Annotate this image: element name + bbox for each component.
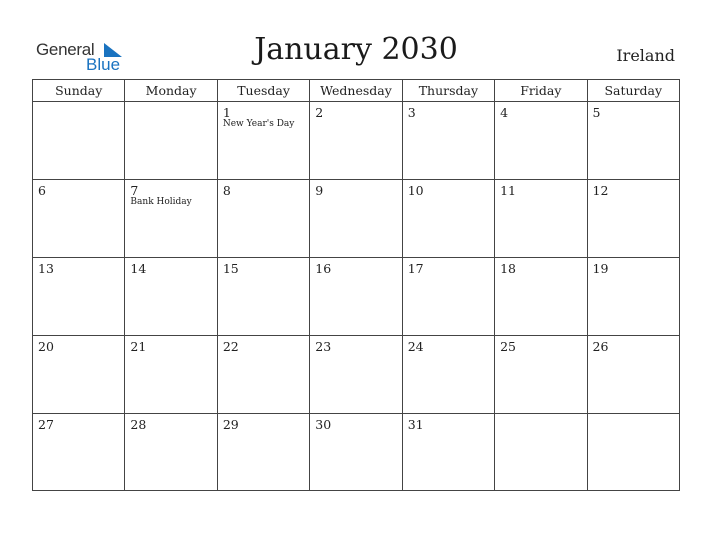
day-cell (310, 258, 402, 335)
day-number: 28 (130, 417, 147, 432)
day-number: 7 (130, 183, 139, 198)
day-number: 9 (315, 183, 324, 198)
day-number: 27 (38, 417, 54, 432)
day-number: 3 (407, 105, 416, 120)
day-cell (403, 336, 495, 413)
day-cell (588, 180, 679, 257)
day-number: 25 (500, 339, 517, 354)
day-cell (33, 102, 125, 179)
week-row (33, 258, 679, 336)
day-cell (310, 336, 402, 413)
logo-word-blue: Blue (86, 55, 121, 74)
day-number: 30 (315, 417, 332, 432)
day-cell (218, 414, 310, 491)
week-row (33, 180, 679, 258)
day-cell (125, 258, 217, 335)
day-number: 1 (222, 105, 231, 120)
day-cell (33, 414, 125, 491)
day-number: 22 (222, 339, 239, 354)
day-number: 4 (500, 105, 509, 120)
day-cell (218, 180, 310, 257)
day-number: 26 (592, 339, 609, 354)
day-cell (403, 414, 495, 491)
day-number: 14 (130, 261, 147, 276)
day-number: 18 (500, 261, 517, 276)
day-number: 20 (38, 339, 54, 354)
day-number: 31 (407, 417, 424, 432)
day-cell (495, 414, 587, 491)
day-cell (125, 336, 217, 413)
day-cell (403, 258, 495, 335)
day-cell (495, 258, 587, 335)
day-number: 29 (222, 417, 239, 432)
weekday-header: Saturday (604, 83, 663, 98)
day-number: 11 (500, 183, 517, 198)
day-cell (588, 102, 679, 179)
day-cell (218, 102, 310, 179)
day-cell (33, 258, 125, 335)
holiday-label: New Year's Day (222, 119, 295, 129)
day-cell (218, 336, 310, 413)
day-cell (310, 180, 402, 257)
country-label: Ireland (616, 46, 675, 65)
weekday-header: Monday (125, 80, 217, 101)
weekday-header: Wednesday (310, 80, 402, 101)
day-cell (588, 336, 679, 413)
day-number: 19 (592, 261, 609, 276)
day-cell (33, 180, 125, 257)
day-number: 21 (130, 339, 147, 354)
day-cell (495, 336, 587, 413)
weekday-header-row (33, 80, 679, 102)
day-cell (310, 414, 402, 491)
week-row (33, 414, 679, 491)
day-number: 16 (315, 261, 332, 276)
day-cell (403, 180, 495, 257)
day-number: 24 (407, 339, 424, 354)
day-cell (218, 258, 310, 335)
day-number: 10 (407, 183, 424, 198)
day-cell (310, 102, 402, 179)
day-number: 2 (315, 105, 324, 120)
day-number: 12 (592, 183, 609, 198)
day-cell (125, 102, 217, 179)
day-cell (125, 414, 217, 491)
day-cell (33, 336, 125, 413)
week-row (33, 336, 679, 414)
day-number: 13 (38, 261, 54, 276)
logo-word-general: General (36, 40, 95, 59)
weekday-header: Tuesday (218, 80, 310, 101)
day-number: 8 (222, 183, 231, 198)
day-number: 15 (222, 261, 239, 276)
day-number: 23 (315, 339, 332, 354)
weekday-header: Thursday (403, 80, 495, 101)
calendar-grid (32, 79, 680, 491)
week-row (33, 102, 679, 180)
weekday-header: Sunday (33, 80, 125, 101)
calendar-title: January 2030 (254, 32, 458, 67)
day-cell (495, 180, 587, 257)
weekday-header: Friday (495, 80, 587, 101)
day-number: 17 (407, 261, 424, 276)
day-cell (588, 258, 679, 335)
day-cell (495, 102, 587, 179)
day-cell (588, 414, 679, 491)
holiday-label: Bank Holiday (130, 197, 192, 207)
day-cell (403, 102, 495, 179)
day-cell (125, 180, 217, 257)
day-number: 5 (592, 105, 601, 120)
day-number: 6 (38, 183, 46, 198)
